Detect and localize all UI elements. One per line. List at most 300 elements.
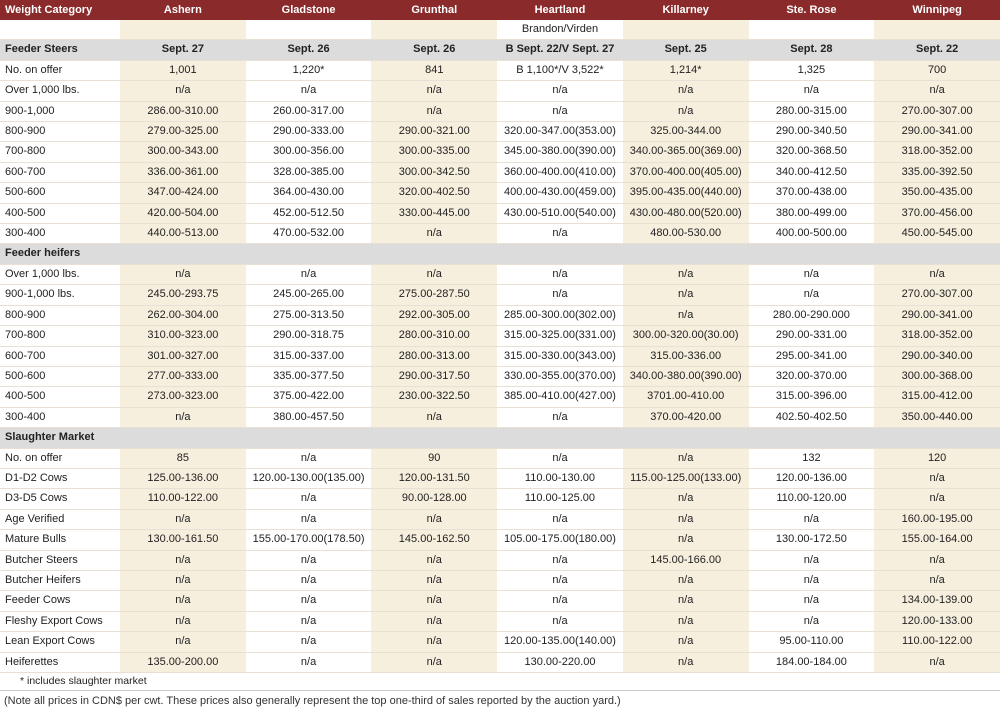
price-cell: 275.00-287.50 [371, 285, 497, 305]
price-cell: 160.00-195.00 [874, 509, 1000, 529]
row-label: 500-600 [0, 183, 120, 203]
section-date [371, 428, 497, 448]
price-cell: n/a [623, 489, 749, 509]
price-cell: 340.00-412.50 [749, 162, 875, 182]
price-cell: 315.00-337.00 [246, 346, 372, 366]
table-row [0, 407, 1000, 427]
section-date [497, 428, 623, 448]
table-row [0, 183, 1000, 203]
price-cell: n/a [623, 285, 749, 305]
price-cell: 85 [120, 448, 246, 468]
price-cell: 380.00-499.00 [749, 203, 875, 223]
column-header: Killarney [623, 0, 749, 20]
price-cell: n/a [120, 264, 246, 284]
header-row [0, 0, 1000, 20]
price-cell: 145.00-162.50 [371, 530, 497, 550]
price-cell: n/a [120, 509, 246, 529]
price-cell: 320.00-370.00 [749, 366, 875, 386]
price-cell: 90 [371, 448, 497, 468]
table-row [0, 101, 1000, 121]
price-cell: 290.00-340.00 [874, 346, 1000, 366]
price-cell: n/a [749, 264, 875, 284]
table-row [0, 142, 1000, 162]
price-cell: n/a [371, 652, 497, 672]
price-cell: n/a [246, 489, 372, 509]
price-cell: n/a [623, 305, 749, 325]
price-note: (Note all prices in CDN$ per cwt. These prices also generally represent the top one-third of sales reported by the auction yard.) [4, 695, 621, 707]
price-cell: n/a [749, 550, 875, 570]
price-cell: 370.00-438.00 [749, 183, 875, 203]
row-label: Lean Export Cows [0, 632, 120, 652]
price-cell: 280.00-310.00 [371, 326, 497, 346]
price-cell: 300.00-342.50 [371, 162, 497, 182]
price-cell: n/a [874, 489, 1000, 509]
price-cell: 470.00-532.00 [246, 224, 372, 244]
row-label: Age Verified [0, 509, 120, 529]
price-cell: n/a [497, 264, 623, 284]
column-header: Ashern [120, 0, 246, 20]
price-cell: 380.00-457.50 [246, 407, 372, 427]
price-cell: 115.00-125.00(133.00) [623, 468, 749, 488]
table-row [0, 632, 1000, 652]
price-cell: n/a [497, 285, 623, 305]
column-header: Weight Category [0, 0, 120, 20]
price-cell: 110.00-125.00 [497, 489, 623, 509]
table-row [0, 509, 1000, 529]
price-cell: 145.00-166.00 [623, 550, 749, 570]
price-cell: 130.00-220.00 [497, 652, 623, 672]
price-cell: n/a [874, 264, 1000, 284]
row-label: 600-700 [0, 346, 120, 366]
price-cell: 275.00-313.50 [246, 305, 372, 325]
price-cell: 290.00-340.50 [749, 122, 875, 142]
price-cell: 1,325 [749, 60, 875, 80]
row-label: No. on offer [0, 448, 120, 468]
price-cell: n/a [371, 611, 497, 631]
column-header: Ste. Rose [749, 0, 875, 20]
price-cell: 273.00-323.00 [120, 387, 246, 407]
price-cell: 370.00-420.00 [623, 407, 749, 427]
price-cell: n/a [623, 101, 749, 121]
price-cell: 230.00-322.50 [371, 387, 497, 407]
price-cell: n/a [623, 570, 749, 590]
price-cell: n/a [497, 591, 623, 611]
price-cell: 320.00-347.00(353.00) [497, 122, 623, 142]
table-body [0, 20, 1000, 673]
price-cell: 330.00-355.00(370.00) [497, 366, 623, 386]
price-cell: n/a [874, 570, 1000, 590]
section-date: Sept. 26 [371, 40, 497, 60]
price-cell: n/a [623, 591, 749, 611]
sub-label-cell [623, 20, 749, 40]
price-cell: n/a [371, 632, 497, 652]
price-cell: 120.00-133.00 [874, 611, 1000, 631]
price-cell: 125.00-136.00 [120, 468, 246, 488]
price-cell: 292.00-305.00 [371, 305, 497, 325]
section-date [246, 244, 372, 264]
price-cell: 402.50-402.50 [749, 407, 875, 427]
price-cell: n/a [371, 224, 497, 244]
row-label: 900-1,000 lbs. [0, 285, 120, 305]
sub-label-cell [246, 20, 372, 40]
price-cell: 300.00-320.00(30.00) [623, 326, 749, 346]
price-cell: n/a [246, 632, 372, 652]
row-label: 700-800 [0, 326, 120, 346]
price-cell: 270.00-307.00 [874, 101, 1000, 121]
price-cell: n/a [749, 285, 875, 305]
price-cell: 290.00-321.00 [371, 122, 497, 142]
row-label: 500-600 [0, 366, 120, 386]
price-cell: n/a [874, 652, 1000, 672]
row-label: 800-900 [0, 122, 120, 142]
price-cell: 370.00-456.00 [874, 203, 1000, 223]
price-cell: 452.00-512.50 [246, 203, 372, 223]
row-label: Feeder Cows [0, 591, 120, 611]
price-cell: n/a [246, 591, 372, 611]
section-header-row [0, 244, 1000, 264]
price-cell: 300.00-335.00 [371, 142, 497, 162]
row-label: 400-500 [0, 203, 120, 223]
table-row [0, 264, 1000, 284]
price-cell: 290.00-318.75 [246, 326, 372, 346]
price-cell: 290.00-341.00 [874, 122, 1000, 142]
price-cell: n/a [120, 632, 246, 652]
section-date [623, 428, 749, 448]
price-cell: 347.00-424.00 [120, 183, 246, 203]
price-cell: 90.00-128.00 [371, 489, 497, 509]
price-cell: 132 [749, 448, 875, 468]
section-date [120, 244, 246, 264]
table-row [0, 346, 1000, 366]
table-row [0, 591, 1000, 611]
price-cell: 105.00-175.00(180.00) [497, 530, 623, 550]
price-cell: 315.00-412.00 [874, 387, 1000, 407]
table-row [0, 489, 1000, 509]
table-row [0, 366, 1000, 386]
price-cell: 340.00-380.00(390.00) [623, 366, 749, 386]
price-cell: 450.00-545.00 [874, 224, 1000, 244]
table-row [0, 122, 1000, 142]
section-title: Slaughter Market [0, 428, 120, 448]
price-cell: 335.00-377.50 [246, 366, 372, 386]
price-cell: n/a [497, 448, 623, 468]
price-cell: n/a [120, 550, 246, 570]
price-cell: n/a [246, 652, 372, 672]
sub-label-cell [371, 20, 497, 40]
row-label: Fleshy Export Cows [0, 611, 120, 631]
price-cell: 320.00-402.50 [371, 183, 497, 203]
price-cell: 120.00-135.00(140.00) [497, 632, 623, 652]
price-cell: 135.00-200.00 [120, 652, 246, 672]
section-date [371, 244, 497, 264]
price-cell: 120.00-131.50 [371, 468, 497, 488]
price-cell: 440.00-513.00 [120, 224, 246, 244]
price-cell: 318.00-352.00 [874, 142, 1000, 162]
price-cell: 340.00-365.00(369.00) [623, 142, 749, 162]
row-label: D3-D5 Cows [0, 489, 120, 509]
table-row [0, 326, 1000, 346]
price-cell: 318.00-352.00 [874, 326, 1000, 346]
price-cell: 1,001 [120, 60, 246, 80]
table-row [0, 468, 1000, 488]
price-cell: n/a [371, 264, 497, 284]
price-cell: 110.00-122.00 [874, 632, 1000, 652]
section-header-row [0, 428, 1000, 448]
section-date: Sept. 26 [246, 40, 372, 60]
section-header-row [0, 40, 1000, 60]
price-cell: n/a [497, 101, 623, 121]
price-cell: 155.00-170.00(178.50) [246, 530, 372, 550]
table-row [0, 448, 1000, 468]
price-cell: 130.00-172.50 [749, 530, 875, 550]
price-cell: 841 [371, 60, 497, 80]
price-cell: 134.00-139.00 [874, 591, 1000, 611]
price-cell: n/a [120, 570, 246, 590]
price-cell: 277.00-333.00 [120, 366, 246, 386]
price-cell: n/a [623, 652, 749, 672]
price-cell: 395.00-435.00(440.00) [623, 183, 749, 203]
price-cell: 279.00-325.00 [120, 122, 246, 142]
price-cell: n/a [371, 591, 497, 611]
section-date [874, 428, 1000, 448]
price-cell: 1,214* [623, 60, 749, 80]
price-cell: 245.00-293.75 [120, 285, 246, 305]
price-cell: 700 [874, 60, 1000, 80]
section-date [874, 244, 1000, 264]
table-row [0, 224, 1000, 244]
row-label: Mature Bulls [0, 530, 120, 550]
price-cell: 350.00-435.00 [874, 183, 1000, 203]
price-cell: n/a [874, 550, 1000, 570]
table-row [0, 60, 1000, 80]
price-cell: 260.00-317.00 [246, 101, 372, 121]
price-cell: 1,220* [246, 60, 372, 80]
table-row [0, 203, 1000, 223]
price-cell: 280.00-290.000 [749, 305, 875, 325]
price-cell: 315.00-396.00 [749, 387, 875, 407]
sub-label-cell [874, 20, 1000, 40]
price-cell: n/a [371, 101, 497, 121]
price-cell: n/a [749, 611, 875, 631]
price-cell: n/a [497, 550, 623, 570]
price-cell: 400.00-430.00(459.00) [497, 183, 623, 203]
price-cell: n/a [497, 509, 623, 529]
price-cell: B 1,100*/V 3,522* [497, 60, 623, 80]
table-row [0, 305, 1000, 325]
row-label: 300-400 [0, 407, 120, 427]
price-cell: n/a [246, 509, 372, 529]
price-cell: 290.00-331.00 [749, 326, 875, 346]
price-cell: 375.00-422.00 [246, 387, 372, 407]
price-cell: 280.00-313.00 [371, 346, 497, 366]
table-row [0, 162, 1000, 182]
row-label: No. on offer [0, 60, 120, 80]
price-cell: n/a [623, 81, 749, 101]
price-cell: 286.00-310.00 [120, 101, 246, 121]
price-cell: n/a [246, 570, 372, 590]
price-cell: 300.00-343.00 [120, 142, 246, 162]
price-cell: 328.00-385.00 [246, 162, 372, 182]
price-cell: n/a [749, 591, 875, 611]
price-cell: 315.00-325.00(331.00) [497, 326, 623, 346]
price-cell: n/a [120, 591, 246, 611]
price-cell: 345.00-380.00(390.00) [497, 142, 623, 162]
row-label: Over 1,000 lbs. [0, 264, 120, 284]
price-cell: 184.00-184.00 [749, 652, 875, 672]
price-cell: 285.00-300.00(302.00) [497, 305, 623, 325]
price-cell: n/a [120, 611, 246, 631]
price-cell: n/a [874, 468, 1000, 488]
price-cell: 130.00-161.50 [120, 530, 246, 550]
price-cell: 300.00-368.00 [874, 366, 1000, 386]
price-cell: n/a [497, 81, 623, 101]
sub-label-cell: Brandon/Virden [497, 20, 623, 40]
section-date [120, 428, 246, 448]
price-cell: 385.00-410.00(427.00) [497, 387, 623, 407]
price-cell: n/a [246, 611, 372, 631]
price-cell: n/a [497, 224, 623, 244]
price-cell: 270.00-307.00 [874, 285, 1000, 305]
price-cell: n/a [497, 407, 623, 427]
row-label: 700-800 [0, 142, 120, 162]
price-cell: 310.00-323.00 [120, 326, 246, 346]
price-cell: 110.00-130.00 [497, 468, 623, 488]
price-cell: n/a [749, 570, 875, 590]
row-label: 900-1,000 [0, 101, 120, 121]
price-cell: n/a [371, 407, 497, 427]
section-date [246, 428, 372, 448]
table-row [0, 652, 1000, 672]
table-row [0, 530, 1000, 550]
price-cell: n/a [749, 509, 875, 529]
row-label: Butcher Heifers [0, 570, 120, 590]
price-cell: 110.00-122.00 [120, 489, 246, 509]
section-date [623, 244, 749, 264]
sub-label-cell [749, 20, 875, 40]
table-row [0, 611, 1000, 631]
price-cell: 295.00-341.00 [749, 346, 875, 366]
table-row [0, 81, 1000, 101]
price-cell: n/a [497, 570, 623, 590]
price-cell: 325.00-344.00 [623, 122, 749, 142]
price-cell: 370.00-400.00(405.00) [623, 162, 749, 182]
row-label: 800-900 [0, 305, 120, 325]
column-header: Heartland [497, 0, 623, 20]
price-cell: 300.00-356.00 [246, 142, 372, 162]
row-label: 300-400 [0, 224, 120, 244]
column-header: Winnipeg [874, 0, 1000, 20]
price-cell: 120.00-136.00 [749, 468, 875, 488]
section-title: Feeder heifers [0, 244, 120, 264]
price-cell: 364.00-430.00 [246, 183, 372, 203]
section-date [749, 244, 875, 264]
row-label: Heiferettes [0, 652, 120, 672]
price-cell: n/a [749, 81, 875, 101]
price-cell: 290.00-341.00 [874, 305, 1000, 325]
table-row [0, 550, 1000, 570]
price-cell: 350.00-440.00 [874, 407, 1000, 427]
price-cell: 120 [874, 448, 1000, 468]
row-label: 400-500 [0, 387, 120, 407]
price-cell: 301.00-327.00 [120, 346, 246, 366]
price-cell: 315.00-330.00(343.00) [497, 346, 623, 366]
price-cell: n/a [120, 407, 246, 427]
table-row [0, 387, 1000, 407]
price-cell: 336.00-361.00 [120, 162, 246, 182]
row-label: 600-700 [0, 162, 120, 182]
sub-label-cell [0, 20, 120, 40]
price-cell: 430.00-480.00(520.00) [623, 203, 749, 223]
price-cell: 400.00-500.00 [749, 224, 875, 244]
price-cell: 420.00-504.00 [120, 203, 246, 223]
price-cell: 315.00-336.00 [623, 346, 749, 366]
price-cell: n/a [623, 632, 749, 652]
section-date: Sept. 22 [874, 40, 1000, 60]
sub-label-row [0, 20, 1000, 40]
price-cell: 245.00-265.00 [246, 285, 372, 305]
table-row [0, 285, 1000, 305]
table-row [0, 570, 1000, 590]
price-cell: n/a [246, 448, 372, 468]
price-cell: 335.00-392.50 [874, 162, 1000, 182]
footnote: * includes slaughter market [0, 673, 1000, 691]
section-date [749, 428, 875, 448]
section-date [497, 244, 623, 264]
price-cell: n/a [246, 81, 372, 101]
section-date: B Sept. 22/V Sept. 27 [497, 40, 623, 60]
price-cell: 290.00-333.00 [246, 122, 372, 142]
price-cell: n/a [497, 611, 623, 631]
price-cell: n/a [371, 509, 497, 529]
column-header: Grunthal [371, 0, 497, 20]
price-cell: 280.00-315.00 [749, 101, 875, 121]
price-cell: 360.00-400.00(410.00) [497, 162, 623, 182]
price-cell: 330.00-445.00 [371, 203, 497, 223]
price-cell: 290.00-317.50 [371, 366, 497, 386]
price-cell: n/a [623, 448, 749, 468]
price-cell: n/a [623, 530, 749, 550]
sub-label-cell [120, 20, 246, 40]
price-cell: n/a [371, 550, 497, 570]
price-cell: n/a [623, 509, 749, 529]
price-cell: 3701.00-410.00 [623, 387, 749, 407]
section-date: Sept. 25 [623, 40, 749, 60]
price-cell: n/a [371, 570, 497, 590]
price-cell: 320.00-368.50 [749, 142, 875, 162]
section-date: Sept. 28 [749, 40, 875, 60]
price-cell: n/a [120, 81, 246, 101]
price-cell: 110.00-120.00 [749, 489, 875, 509]
price-cell: 95.00-110.00 [749, 632, 875, 652]
column-header: Gladstone [246, 0, 372, 20]
section-title: Feeder Steers [0, 40, 120, 60]
price-cell: n/a [623, 611, 749, 631]
row-label: Over 1,000 lbs. [0, 81, 120, 101]
price-cell: 155.00-164.00 [874, 530, 1000, 550]
price-cell: 262.00-304.00 [120, 305, 246, 325]
row-label: Butcher Steers [0, 550, 120, 570]
price-cell: 480.00-530.00 [623, 224, 749, 244]
price-cell: 120.00-130.00(135.00) [246, 468, 372, 488]
price-cell: n/a [371, 81, 497, 101]
price-cell: n/a [874, 81, 1000, 101]
price-cell: n/a [246, 264, 372, 284]
row-label: D1-D2 Cows [0, 468, 120, 488]
price-cell: n/a [246, 550, 372, 570]
price-cell: n/a [623, 264, 749, 284]
section-date: Sept. 27 [120, 40, 246, 60]
price-cell: 430.00-510.00(540.00) [497, 203, 623, 223]
